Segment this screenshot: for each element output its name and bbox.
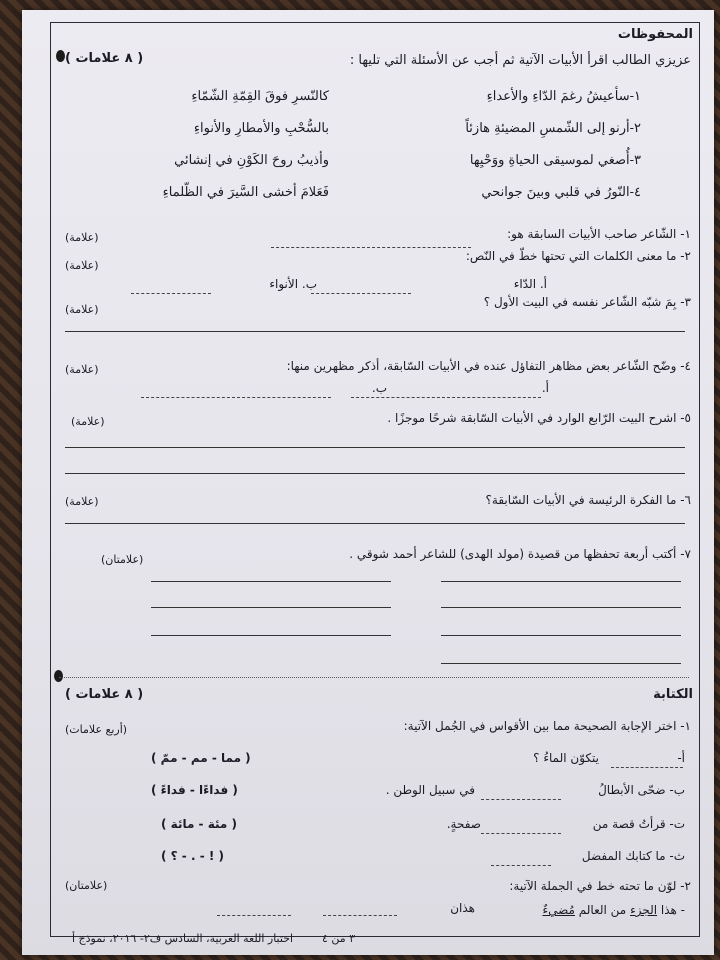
answer-blank[interactable] — [481, 799, 561, 800]
question-4: ٤- وضّح الشّاعر بعض مظاهر التفاؤل عنده في الأبيات السّابقة، أذكر مظهرين منها: — [286, 359, 691, 373]
item-c-choices: ( مئة - مائة ) — [161, 817, 237, 831]
question-2-b: ب. الأنواء — [269, 277, 317, 291]
answer-line[interactable] — [441, 607, 681, 608]
section-divider — [59, 677, 689, 678]
question-6: ٦- ما الفكرة الرئيسة في الأبيات السّابقة؟ — [485, 493, 691, 507]
answer-blank[interactable] — [481, 833, 561, 834]
writing-q2-sentence — [542, 903, 685, 917]
verse-2-right: ٢-أرنو إلى الشّمسِ المضيئةِ هازئاً — [465, 121, 641, 136]
item-a-after: يتكوّن الماءُ ؟ — [533, 751, 599, 765]
exam-footer: اختبار اللغة العربية، السادس ف٢- ٢٠١٦، نموذج أ — [72, 932, 294, 945]
question-5-mark: (علامة) — [71, 415, 105, 428]
verse-3-right: ٣-أُصغي لموسيقى الحياةِ ووَحْيِها — [469, 153, 641, 168]
question-3: ٣- بِمَ شبّه الشّاعر نفسه في البيت الأول ؟ — [483, 295, 691, 309]
question-4-a: أ. — [541, 381, 549, 395]
item-a-before: أ- — [677, 751, 685, 765]
question-7: ٧- أكتب أربعة تحفظها من قصيدة (مولد الهدى) للشاعر أحمد شوقي . — [349, 547, 691, 561]
answer-line[interactable] — [311, 293, 411, 294]
question-2: ٢- ما معنى الكلمات التي تحتها خطّ في النّص: — [465, 249, 691, 263]
item-d-choices: ( ! - . - ؟ ) — [161, 849, 224, 863]
question-1-mark: (علامة) — [65, 231, 99, 244]
answer-line[interactable] — [441, 581, 681, 582]
answer-line[interactable] — [271, 247, 471, 248]
verse-4-left: فَعَلامَ أخشى السَّيرَ في الظّلماءِ — [162, 185, 329, 200]
answer-line[interactable] — [151, 635, 391, 636]
verse-2-left: بالسُّحْبِ والأمطارِ والأنواءِ — [193, 121, 329, 136]
question-4-mark: (علامة) — [65, 363, 99, 376]
answer-line[interactable] — [441, 663, 681, 664]
answer-line[interactable] — [131, 293, 211, 294]
item-b-before: ب- ضحّى الأبطالُ — [598, 783, 685, 797]
question-5: ٥- اشرح البيت الرّابع الوارد في الأبيات السّابقة شرحًا موجزًا . — [387, 411, 691, 425]
section-title-writing: الكتابة — [653, 687, 693, 702]
underlined-word: مُضيءٌ — [542, 903, 575, 917]
writing-question-1: ١- اختر الإجابة الصحيحة مما بين الأقواس في الجُمل الآتية: — [403, 719, 691, 733]
item-c-before: ت- قرأتُ قصة من — [592, 817, 685, 831]
answer-line[interactable] — [441, 635, 681, 636]
question-2-a: أ. الدّاء — [513, 277, 547, 291]
item-d-before: ث- ما كتابك المفضل — [581, 849, 685, 863]
answer-line[interactable] — [141, 397, 331, 398]
answer-blank[interactable] — [491, 865, 551, 866]
item-b-choices: ( فداءًا - فداءً ) — [151, 783, 238, 797]
reading-marks: ( ٨ علامات ) — [65, 51, 144, 66]
answer-line[interactable] — [351, 397, 541, 398]
answer-line[interactable] — [151, 581, 391, 582]
sentence-prefix: - هذا — [660, 903, 685, 917]
answer-blank[interactable] — [323, 915, 397, 916]
question-2-mark: (علامة) — [65, 259, 99, 272]
exam-frame — [50, 22, 700, 937]
question-3-mark: (علامة) — [65, 303, 99, 316]
question-1: ١- الشّاعر صاحب الأبيات السابقة هو: — [507, 227, 691, 241]
answer-line[interactable] — [65, 447, 685, 448]
writing-question-2-mark: (علامتان) — [65, 879, 108, 892]
reading-instruction: عزيزي الطالب اقرأ الأبيات الآتية ثم أجب عن الأسئلة التي تليها : — [349, 53, 691, 68]
question-4-b: ب. — [371, 381, 387, 395]
sentence-mid: من العالم — [578, 903, 627, 917]
verse-4-right: ٤-النّورُ في قلبي وبينَ جوانحي — [481, 185, 641, 200]
answer-line[interactable] — [151, 607, 391, 608]
item-a-choices: ( مما - مم - ممّ ) — [151, 751, 251, 765]
question-7-mark: (علامتان) — [101, 553, 144, 566]
verse-3-left: وأذيبُ روحَ الكَوْنِ في إنشائي — [174, 153, 329, 168]
writing-question-1-mark: (أربع علامات) — [65, 723, 128, 736]
exam-paper — [22, 10, 714, 955]
question-6-mark: (علامة) — [65, 495, 99, 508]
verse-1-right: ١-سأعيشُ رغمَ الدّاءِ والأعداءِ — [486, 89, 641, 104]
answer-blank[interactable] — [217, 915, 291, 916]
writing-marks: ( ٨ علامات ) — [65, 687, 144, 702]
answer-line[interactable] — [65, 523, 685, 524]
item-c-after: صفحةٍ. — [446, 817, 481, 831]
section-title-reading: المحفوظات — [617, 27, 693, 42]
answer-line[interactable] — [65, 331, 685, 332]
item-b-after: في سبيل الوطن . — [385, 783, 475, 797]
underlined-word: الجزء — [630, 903, 658, 917]
answer-blank[interactable] — [611, 767, 683, 768]
answer-word: هذان — [450, 901, 475, 915]
writing-question-2: ٢- لوّن ما تحته خط في الجملة الآتية: — [509, 879, 691, 893]
page-number: ٣ من ٤ — [322, 932, 356, 945]
verse-1-left: كالنّسرِ فوقَ القِمّةِ الشّمّاءِ — [191, 89, 329, 104]
answer-line[interactable] — [65, 473, 685, 474]
